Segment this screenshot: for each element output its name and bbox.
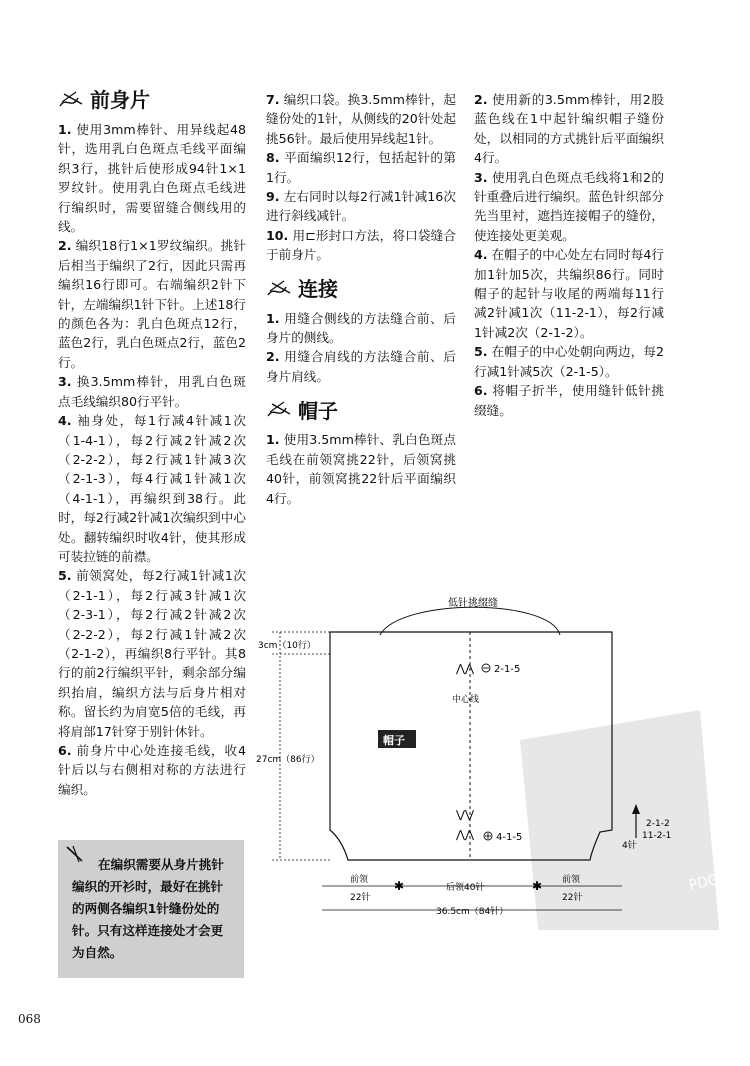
right-note-3: 4针 [622, 841, 637, 851]
step-text: 换3.5mm棒针，用乳白色斑点毛线编织80行平针。 [58, 374, 246, 409]
watermark-seal [520, 710, 720, 930]
step-item [58, 120, 246, 236]
step-number: 6. [58, 743, 72, 758]
step-item [266, 430, 456, 508]
step-number: 2. [58, 238, 72, 254]
hat-diagram [250, 590, 750, 930]
column-3 [474, 90, 664, 420]
step-text: 编织18行1×1罗纹编织。挑针后相当于编织了2行，因此只需再编织16行即可。右端编织2针下针，左端编织1针下针。上述18行的颜色各为：乳白色斑点12行，蓝色2行，乳白色斑点2行，蓝色2行。 [58, 238, 246, 370]
right-note-2: 11-2-1 [642, 831, 672, 841]
step-number: 2. [266, 349, 280, 365]
step-text: 左右同时以每2行减1针减16次进行斜线减针。 [266, 189, 456, 224]
bottom-front-left-title: 前领 [350, 875, 369, 885]
step-item [266, 309, 456, 348]
step-text: 平面编织12行，包括起针的第1行。 [266, 150, 456, 185]
center-line-label: 中心线 [452, 695, 480, 705]
step-text: 使用3mm棒针、用异线起48针，选用乳白色斑点毛线平面编织3行，挑针后使形成94针1×1罗纹针。使用乳白色斑点毛线进行编织时，需要留缝合侧线用的线。 [58, 122, 246, 235]
step-number: 5. [58, 568, 72, 584]
section-title-join: 连接 [298, 276, 338, 301]
step-text: 在帽子的中心处朝向两边，每2行减1针减5次（2-1-5）。 [474, 344, 664, 379]
bottom-front-right-val: 22针 [562, 893, 583, 903]
left-main-dim: 27cm（86行） [256, 755, 320, 765]
hat-label: 帽子 [383, 734, 405, 747]
dim-mark: ✱ [532, 879, 543, 893]
step-number: 1. [58, 122, 72, 137]
right-note-1: 2-1-2 [646, 819, 670, 829]
step-number: 1. [266, 310, 280, 326]
step-item [474, 381, 664, 420]
step-number: 7. [266, 92, 280, 107]
yarn-needle-icon [266, 400, 294, 422]
increase-symbol-2: ⋀⋀ [456, 828, 475, 841]
step-text: 袖身处，每1行减4针减1次（1-4-1），每2行减2针减2次（2-2-2），每2行减1针减3次（2-1-3），每4行减1针减1次（4-1-1），再编织到38行。此时，每2行减2针减1次编织到中心处。翻转编织时收4针，使其形成可装拉链的前襟。 [58, 413, 246, 564]
step-text: 在帽子的中心处左右同时每4行加1针加5次，共编织86行。同时帽子的起针与收尾的两端每11行减2针减1次（11-2-1），每2行减1针减2次（2-1-2）。 [474, 247, 664, 340]
step-number: 9. [266, 189, 280, 205]
section-heading-hat [266, 396, 456, 426]
step-item [58, 372, 246, 411]
column-2 [266, 90, 456, 508]
step-text: 将帽子折半，使用缝针低针挑缀缝。 [474, 383, 665, 418]
step-item [58, 411, 246, 566]
inc-bottom-label: 4-1-5 [496, 832, 523, 843]
step-number: 8. [266, 150, 280, 166]
step-text: 使用新的3.5mm棒针，用2股蓝色线在1中起针编织帽子缝份处，以相同的方式挑针后平面编织4行。 [474, 92, 665, 166]
step-item [474, 245, 664, 342]
step-text: 用⊏形封口方法，将口袋缝合于前身片。 [266, 227, 456, 263]
step-number: 3. [474, 169, 488, 185]
step-item [474, 90, 664, 168]
bottom-front-right-title: 前领 [562, 875, 581, 885]
section-title-front: 前身片 [90, 88, 150, 113]
step-item [266, 226, 456, 265]
tip-box [58, 840, 244, 978]
step-text: 前身片中心处连接毛线，收4针后以与右侧相对称的方法进行编织。 [58, 743, 246, 797]
step-text: 使用乳白色斑点毛线将1和2的针重叠后进行编织。蓝色针织部分先当里衬，遮挡连接帽子的缝份，使连接处更美观。 [474, 169, 664, 243]
step-item [266, 187, 456, 226]
step-text: 前领窝处，每2行减1针减1次（2-1-1），每2行减3针减1次（2-3-1），每2行减2针减2次（2-2-2），每2行减1针减2次（2-1-2），再编织8行平针。其8行的前2行编织平针，剩余部分编织抬肩，编织方法与后身片相对称。留长约为肩宽5倍的毛线，再将肩部17针穿于别针休针。 [58, 568, 246, 739]
dim-mark: ✱ [394, 879, 405, 893]
step-number: 4. [474, 247, 488, 263]
step-number: 10. [266, 227, 289, 243]
step-number: 2. [474, 92, 488, 107]
step-text: 用缝合肩线的方法缝合前、后身片肩线。 [266, 349, 457, 384]
pin-icon [64, 844, 86, 864]
yarn-needle-icon [58, 90, 86, 112]
front-steps-list [58, 120, 246, 799]
step-item [266, 148, 456, 187]
bottom-front-left-val: 22针 [350, 893, 371, 903]
join-steps-list [266, 309, 456, 387]
step-item [58, 566, 246, 741]
step-item [58, 741, 246, 799]
step-item [266, 90, 456, 148]
increase-symbol: ⋁⋁ [456, 808, 475, 821]
step-item [58, 236, 246, 372]
step-item [474, 168, 664, 246]
step-number: 3. [58, 374, 72, 390]
step-number: 6. [474, 383, 488, 399]
watermark-text: PDG [687, 872, 721, 894]
step-text: 用缝合侧线的方法缝合前、后身片的侧线。 [266, 310, 457, 346]
top-label: 低针挑缀缝 [448, 598, 498, 609]
section-heading-front [58, 86, 246, 116]
dec-top-label: 2-1-5 [494, 664, 521, 675]
tip-text: 在编织需要从身片挑针编织的开衫时，最好在挑针的两侧各编织1针缝份处的针。只有这样连接处才会更为自然。 [72, 857, 224, 960]
column-1 [58, 84, 246, 799]
step-text: 编织口袋。换3.5mm棒针，起缝份处的1针，从侧线的20针处起挑56针。最后使用异线起1针。 [266, 92, 456, 146]
section-heading-join [266, 275, 456, 305]
hat-steps-list [266, 430, 456, 508]
left-top-dim: 3cm（10行） [258, 641, 316, 651]
bottom-total: 36.5cm（84针） [436, 907, 509, 917]
bottom-back: 后领40针 [446, 883, 485, 893]
step-number: 5. [474, 344, 488, 360]
page-number: 068 [18, 1012, 41, 1026]
step-item [474, 342, 664, 381]
decrease-symbol: ⋀⋀ [456, 662, 475, 675]
yarn-needle-icon [266, 279, 294, 301]
step-number: 4. [58, 413, 72, 429]
step-text: 使用3.5mm棒针、乳白色斑点毛线在前领窝挑22针，后领窝挑40针，前领窝挑22针后平面编织4行。 [266, 432, 456, 506]
section-title-hat: 帽子 [298, 398, 338, 423]
step-item [266, 347, 456, 386]
step-number: 1. [266, 432, 280, 448]
front-steps-cont-list [266, 90, 456, 265]
hat-steps-cont-list [474, 90, 664, 420]
